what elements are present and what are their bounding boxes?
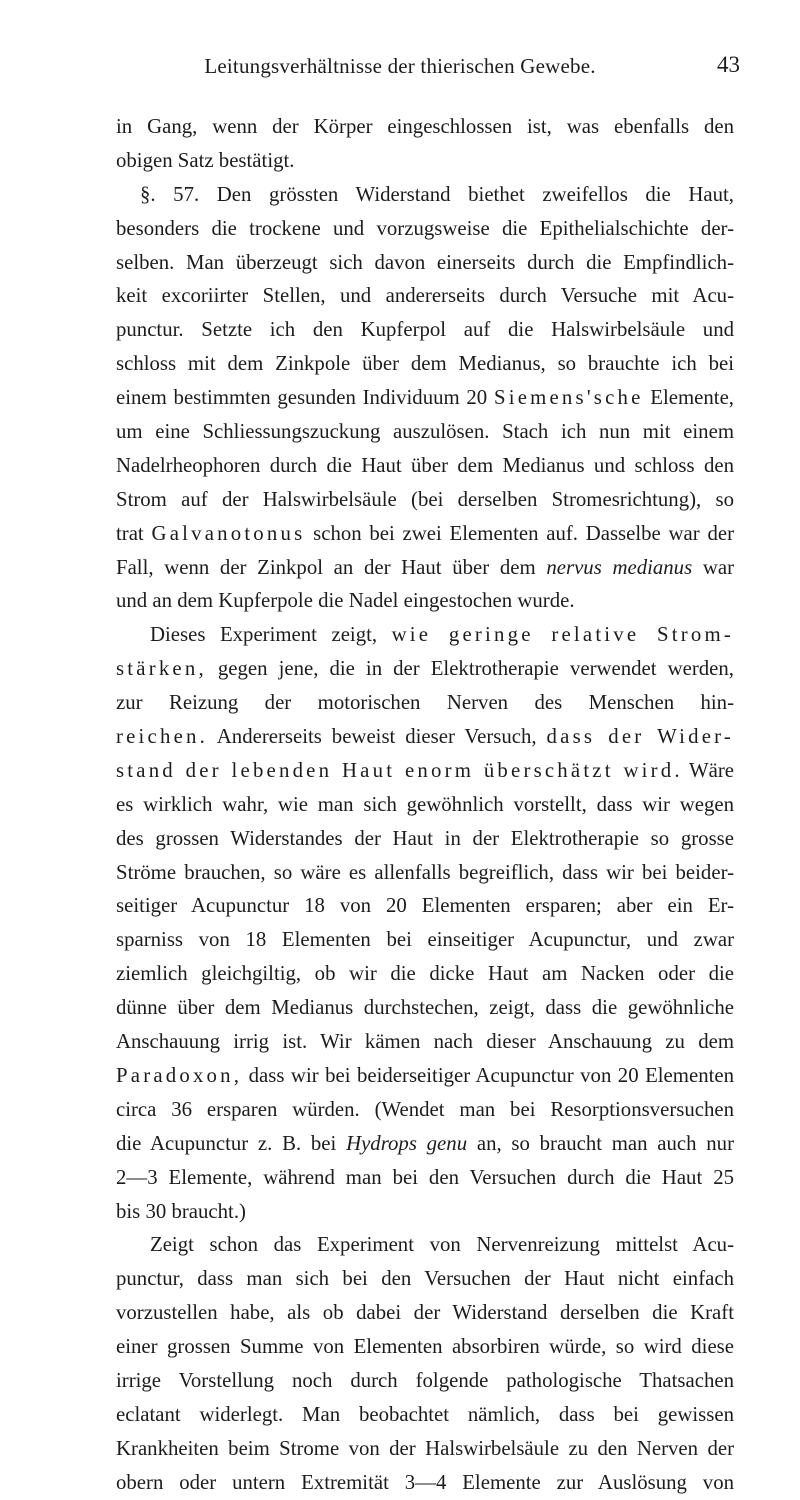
text-run: Elemente, (650, 386, 735, 410)
text-line: Zeigt schon das Experiment von Nervenreizung mittelst Acu- (150, 1233, 734, 1257)
text-line (116, 381, 734, 415)
text-line (116, 1127, 734, 1161)
running-title: Leitungsverhältnisse der thierischen Gewebe. (204, 54, 596, 78)
text-line: ziemlich gleichgiltig, ob wir die dicke Haut am Nacken oder die (116, 962, 734, 986)
text-line (116, 618, 734, 652)
text-line: keit excoriirter Stellen, und andererseits durch Versuche mit Acu- (116, 284, 734, 308)
text-run: trat (116, 521, 144, 545)
text-line: bis 30 braucht.) (116, 1199, 246, 1223)
text-line: punctur, dass man sich bei den Versuchen der Haut nicht einfach (116, 1267, 734, 1291)
text-run: Fall, wenn der Zinkpol an der Haut über dem (116, 555, 536, 579)
emphasis-spaced: dass der Wider- (546, 725, 735, 749)
text-line: vorzustellen habe, als ob dabei der Widerstand derselben die Kraft (116, 1301, 734, 1325)
text-line: Ströme brauchen, so wäre es allenfalls begreiflich, dass wir bei beider- (116, 860, 734, 884)
text-run: die Acupunctur z. B. bei (116, 1131, 337, 1155)
text-line: Strom auf der Halswirbelsäule (bei derselben Stromesrichtung), so (116, 487, 734, 511)
text-run: Andererseits beweist dieser Versuch, (216, 725, 537, 749)
text-line: Anschauung irrig ist. Wir kämen nach dieser Anschauung zu dem (116, 1030, 734, 1054)
emphasis-spaced: stärken, (116, 657, 207, 681)
text-line: circa 36 ersparen würden. (Wendet man bei Resorptionsversuchen (116, 1097, 734, 1121)
text-line: §. 57. Den grössten Widerstand biethet zweifellos die Haut, (140, 182, 734, 206)
body-text (116, 110, 734, 1500)
emphasis-spaced: reichen. (116, 725, 208, 749)
text-run: einem bestimmten gesunden Individuum 20 (116, 386, 488, 410)
text-line (116, 754, 734, 788)
text-run: war (702, 555, 735, 579)
text-line: es wirklich wahr, wie man sich gewöhnlich vorstellt, dass wir wegen (116, 792, 734, 816)
text-line: irrige Vorstellung noch durch folgende pathologische Thatsachen (116, 1368, 734, 1392)
text-line: sparniss von 18 Elementen bei einseitiger Acupunctur, und zwar (116, 928, 734, 952)
text-line: und an dem Kupferpole die Nadel eingestochen wurde. (116, 589, 575, 613)
text-line: zur Reizung der motorischen Nerven des Menschen hin- (116, 691, 734, 715)
text-run: Wäre (688, 758, 735, 782)
text-line (116, 551, 734, 585)
text-line (116, 652, 734, 686)
text-line: in Gang, wenn der Körper eingeschlossen ist, was ebenfalls den (116, 115, 734, 138)
text-line: 2—3 Elemente, während man bei den Versuchen durch die Haut 25 (116, 1165, 734, 1189)
text-line: um eine Schliessungszuckung auszulösen. Stach ich nun mit einem (116, 420, 734, 444)
text-line: obern oder untern Extremität 3—4 Elemente zur Auslösung von (116, 1470, 734, 1494)
emphasis-spaced: Paradoxon, (116, 1063, 243, 1087)
text-run: gegen jene, die in der Elektrotherapie verwendet werden, (217, 657, 734, 681)
text-line: Nadelrheophoren durch die Haut über dem Medianus und schloss den (116, 453, 734, 477)
text-line: einer grossen Summe von Elementen absorbiren würde, so wird diese (116, 1335, 734, 1359)
text-run: dass wir bei beiderseitiger Acupunctur von 20 Elementen (248, 1063, 735, 1087)
page-number: 43 (717, 52, 740, 77)
emphasis-italic: nervus medianus (546, 555, 693, 579)
text-line: schloss mit dem Zinkpole über dem Medianus, so brauchte ich bei (116, 352, 734, 376)
text-line: obigen Satz bestätigt. (116, 148, 295, 172)
text-line: dünne über dem Medianus durchstechen, zeigt, dass die gewöhnliche (116, 996, 734, 1020)
text-run: schon bei zwei Elementen auf. Dasselbe war der (313, 521, 735, 545)
emphasis-spaced: wie geringe relative Strom- (391, 623, 734, 647)
text-run: an, so braucht man auch nur (476, 1131, 735, 1155)
emphasis-spaced: Siemens'sche (493, 386, 644, 410)
text-line: seitiger Acupunctur 18 von 20 Elementen ersparen; aber ein Er- (116, 894, 734, 918)
emphasis-italic: Hydrops genu (346, 1131, 468, 1155)
text-line: selben. Man überzeugt sich davon einerseits durch die Empfindlich- (116, 250, 734, 274)
text-line (116, 720, 734, 754)
text-run: Dieses Experiment zeigt, (150, 623, 378, 647)
text-line: eclatant widerlegt. Man beobachtet nämlich, dass bei gewissen (116, 1402, 734, 1426)
text-line: Krankheiten beim Strome von der Halswirbelsäule zu den Nerven der (116, 1436, 734, 1460)
emphasis-spaced: stand der lebenden Haut enorm überschätzt wird. (116, 758, 683, 782)
text-line: punctur. Setzte ich den Kupferpol auf die Halswirbelsäule und (116, 318, 734, 342)
text-line: besonders die trockene und vorzugsweise die Epithelialschichte der- (116, 216, 734, 240)
text-line: des grossen Widerstandes der Haut in der Elektrotherapie so grosse (116, 826, 734, 850)
emphasis-spaced: Galvanotonus (151, 521, 306, 545)
text-line (116, 1059, 734, 1093)
text-line (116, 517, 734, 551)
